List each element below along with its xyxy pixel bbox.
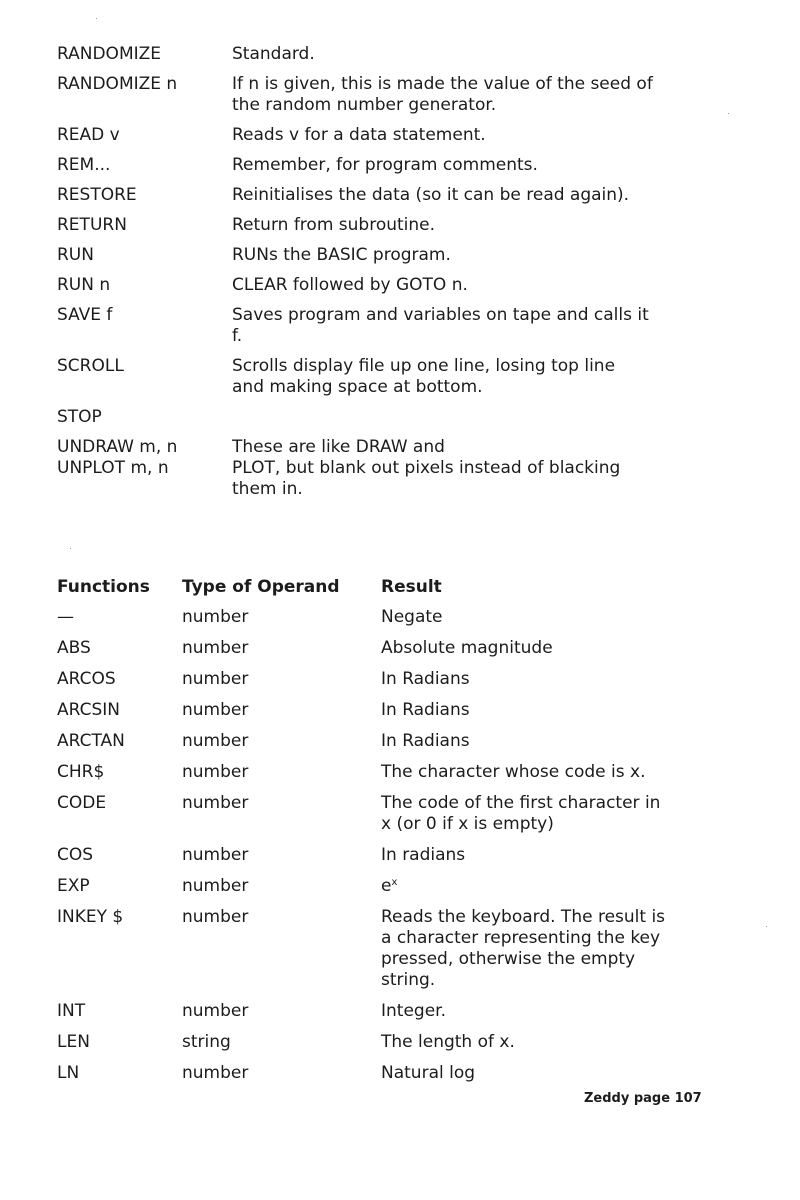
command-row: [57, 44, 717, 65]
function-row: [57, 907, 717, 991]
function-row: [57, 1063, 717, 1084]
function-row: [57, 638, 717, 659]
function-name: ARCOS: [57, 669, 116, 689]
function-result-exponent: x: [391, 877, 398, 888]
function-row: [57, 669, 717, 690]
command-row: [57, 245, 717, 266]
command-name: RANDOMIZE: [57, 44, 162, 64]
command-row: [57, 215, 717, 236]
function-operand-type: number: [182, 607, 249, 627]
command-name: SAVE f: [57, 305, 113, 325]
function-operand-type: number: [182, 762, 249, 782]
command-name: STOP: [57, 407, 102, 427]
function-result: In Radians: [381, 731, 470, 751]
function-row: [57, 1032, 717, 1053]
function-name: INT: [57, 1001, 86, 1021]
function-result: Absolute magnitude: [381, 638, 553, 658]
command-row: [57, 305, 717, 347]
function-operand-type: number: [182, 669, 249, 689]
function-row: [57, 845, 717, 866]
command-name: RUN: [57, 245, 94, 265]
command-row: [57, 275, 717, 296]
command-row: [57, 356, 717, 398]
command-name: UNDRAW m, n UNPLOT m, n: [57, 437, 178, 478]
function-name: —: [57, 607, 74, 627]
function-result: [381, 876, 711, 897]
scan-speck: [70, 548, 71, 549]
command-description: If n is given, this is made the value of the seed of the random number generator.: [232, 74, 653, 115]
scan-speck: [728, 113, 729, 114]
function-name: ARCTAN: [57, 731, 125, 751]
function-row: [57, 700, 717, 721]
function-row: [57, 1001, 717, 1022]
command-description: Saves program and variables on tape and calls it f.: [232, 305, 649, 346]
command-name: REM...: [57, 155, 111, 175]
function-name: LEN: [57, 1032, 90, 1052]
command-row: [57, 407, 717, 428]
command-row: [57, 125, 717, 146]
command-description: [232, 407, 717, 428]
command-row: [57, 74, 717, 116]
function-operand-type: number: [182, 876, 249, 896]
function-operand-type: number: [182, 638, 249, 658]
commands-table: [57, 44, 717, 500]
command-name: READ v: [57, 125, 120, 145]
function-operand-type: number: [182, 700, 249, 720]
command-name: RETURN: [57, 215, 127, 235]
function-name: CHR$: [57, 762, 105, 782]
function-result: The length of x.: [381, 1032, 515, 1052]
command-row: [57, 185, 717, 206]
command-row: [57, 437, 717, 500]
functions-header: [57, 577, 717, 598]
command-name: RANDOMIZE n: [57, 74, 178, 94]
function-row: [57, 731, 717, 752]
function-operand-type: number: [182, 907, 249, 927]
function-result: The code of the first character in x (or 0 if x is empty): [381, 793, 661, 834]
command-description: Scrolls display file up one line, losing top line and making space at bottom.: [232, 356, 616, 397]
header-type-of-operand: Type of Operand: [182, 577, 340, 597]
function-operand-type: number: [182, 845, 249, 865]
function-result: Reads the keyboard. The result is a character representing the key pressed, otherwise the empty string.: [381, 907, 666, 990]
function-result: Integer.: [381, 1001, 446, 1021]
function-row: [57, 607, 717, 628]
command-description: CLEAR followed by GOTO n.: [232, 275, 468, 295]
command-description: Reinitialises the data (so it can be read again).: [232, 185, 630, 205]
function-operand-type: number: [182, 1063, 249, 1083]
functions-table: [57, 577, 717, 1094]
command-description: Reads v for a data statement.: [232, 125, 486, 145]
page-footer: Zeddy page 107: [584, 1091, 702, 1106]
function-result: Natural log: [381, 1063, 476, 1083]
header-result: Result: [381, 577, 442, 597]
header-functions: Functions: [57, 577, 150, 597]
function-name: LN: [57, 1063, 80, 1083]
command-name: RUN n: [57, 275, 111, 295]
function-name: ARCSIN: [57, 700, 120, 720]
command-description: Remember, for program comments.: [232, 155, 538, 175]
function-result: In Radians: [381, 669, 470, 689]
function-operand-type: number: [182, 1001, 249, 1021]
function-name: CODE: [57, 793, 107, 813]
function-row: [57, 762, 717, 783]
function-result-base: e: [381, 876, 392, 896]
scan-speck: [766, 926, 767, 927]
function-operand-type: string: [182, 1032, 231, 1052]
function-operand-type: number: [182, 793, 249, 813]
command-description: Standard.: [232, 44, 315, 64]
function-result: In Radians: [381, 700, 470, 720]
function-name: INKEY $: [57, 907, 124, 927]
command-description: Return from subroutine.: [232, 215, 436, 235]
function-row: [57, 876, 717, 897]
function-operand-type: number: [182, 731, 249, 751]
function-name: COS: [57, 845, 94, 865]
command-description: RUNs the BASIC program.: [232, 245, 451, 265]
function-result: Negate: [381, 607, 443, 627]
function-name: ABS: [57, 638, 91, 658]
function-name: EXP: [57, 876, 90, 896]
function-result: In radians: [381, 845, 466, 865]
scan-speck: [96, 18, 97, 19]
command-description: These are like DRAW and PLOT, but blank out pixels instead of blacking them in.: [232, 437, 621, 499]
function-result: The character whose code is x.: [381, 762, 646, 782]
function-row: [57, 793, 717, 835]
command-name: RESTORE: [57, 185, 137, 205]
command-name: SCROLL: [57, 356, 124, 376]
command-row: [57, 155, 717, 176]
